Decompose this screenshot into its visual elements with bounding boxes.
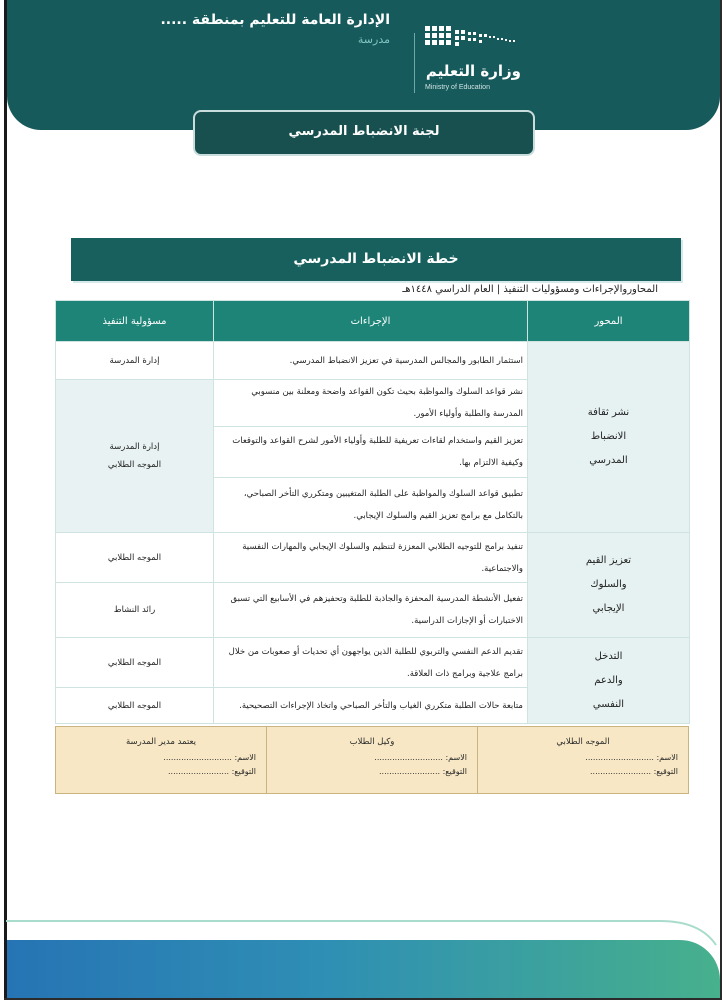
procedure-cell: تنفيذ برامج للتوجيه الطلابي المعززة لتنظيم والسلوك الإيجابي والمهارات النفسية والاجتماعية. <box>214 533 528 583</box>
authority-line: الإدارة العامة للتعليم بمنطقة ..... <box>160 12 390 28</box>
responsibility-cell: الموجه الطلابي <box>56 533 214 583</box>
plan-title: خطة الانضباط المدرسي <box>71 238 681 281</box>
signature-name-field: الاسم: ........................... <box>374 753 467 762</box>
table-header-row <box>56 301 690 342</box>
signature-role: يعتمد مدير المدرسة <box>126 737 196 747</box>
axis-cell: التدخل والدعم النفسي <box>528 638 690 724</box>
signature-sign-field: التوقيع: ........................ <box>590 767 678 776</box>
signature-column <box>477 727 688 793</box>
responsibility-cell: الموجه الطلابي <box>56 638 214 688</box>
ministry-name-en: Ministry of Education <box>425 84 490 91</box>
footer-band <box>7 940 720 998</box>
plan-table <box>55 300 690 724</box>
signature-column <box>266 727 477 793</box>
plan-subtitle: المحاوروالإجراءات ومسؤوليات التنفيذ | العام الدراسي ١٤٤٨هـ <box>402 284 658 295</box>
table-row <box>56 342 690 380</box>
axis-cell: نشر ثقافة الانضباط المدرسي <box>528 342 690 533</box>
table-row <box>56 533 690 583</box>
signature-column <box>56 727 266 793</box>
responsibility-cell: الموجه الطلابي <box>56 688 214 724</box>
procedure-cell: تقديم الدعم النفسي والتربوي للطلبة الذين يواجهون أي تحديات أو صعوبات من خلال برامج علاجية وبرامج ذات العلاقة. <box>214 638 528 688</box>
responsibility-cell: إدارة المدرسة <box>56 342 214 380</box>
signature-role: وكيل الطلاب <box>349 737 395 747</box>
page-border-left <box>4 0 7 1000</box>
signature-name-field: الاسم: ........................... <box>163 753 256 762</box>
column-header-axis: المحور <box>528 301 690 342</box>
column-header-procedures: الإجراءات <box>214 301 528 342</box>
responsibility-cell: إدارة المدرسة الموجه الطلابي <box>56 380 214 533</box>
committee-title: لجنة الانضباط المدرسي <box>193 110 535 156</box>
procedure-cell: تطبيق قواعد السلوك والمواظبة على الطلبة المتغيبين ومتكرري التأخر الصباحي، بالتكامل مع برامج تعزيز القيم والسلوك الإيجابي. <box>214 478 528 533</box>
header-divider <box>414 33 415 93</box>
procedure-cell: متابعة حالات الطلبة متكرري الغياب والتأخر الصباحي واتخاذ الإجراءات التصحيحية. <box>214 688 528 724</box>
responsibility-cell: رائد النشاط <box>56 583 214 638</box>
axis-cell: تعزيز القيم والسلوك الإيجابي <box>528 533 690 638</box>
procedure-cell: نشر قواعد السلوك والمواظبة بحيث تكون القواعد واضحة ومعلنة بين منسوبي المدرسة والطلبة وأولياء الأمور. <box>214 380 528 427</box>
column-header-responsibility: مسؤولية التنفيذ <box>56 301 214 342</box>
signature-sign-field: التوقيع: ........................ <box>168 767 256 776</box>
procedure-cell: استثمار الطابور والمجالس المدرسية في تعزيز الانضباط المدرسي. <box>214 342 528 380</box>
signature-sign-field: التوقيع: ........................ <box>379 767 467 776</box>
signature-role: الموجه الطلابي <box>556 737 610 747</box>
authority-block <box>150 12 390 46</box>
school-line: مدرسة <box>357 33 390 46</box>
ministry-logo-dots-icon <box>425 24 517 54</box>
procedure-cell: تعزيز القيم واستخدام لقاءات تعريفية للطلبة وأولياء الأمور لشرح القواعد والتوقعات وكيفية الالتزام بها. <box>214 427 528 478</box>
ministry-logo <box>425 24 535 104</box>
table-row <box>56 638 690 688</box>
ministry-name-ar: وزارة التعليم <box>425 62 521 80</box>
procedure-cell: تفعيل الأنشطة المدرسية المحفزة والجاذبة للطلبة وتحفيزهم في الأسابيع التي تسبق الاختبارات أو الإجازات الدراسية. <box>214 583 528 638</box>
signature-box <box>55 726 689 794</box>
signature-name-field: الاسم: ........................... <box>585 753 678 762</box>
